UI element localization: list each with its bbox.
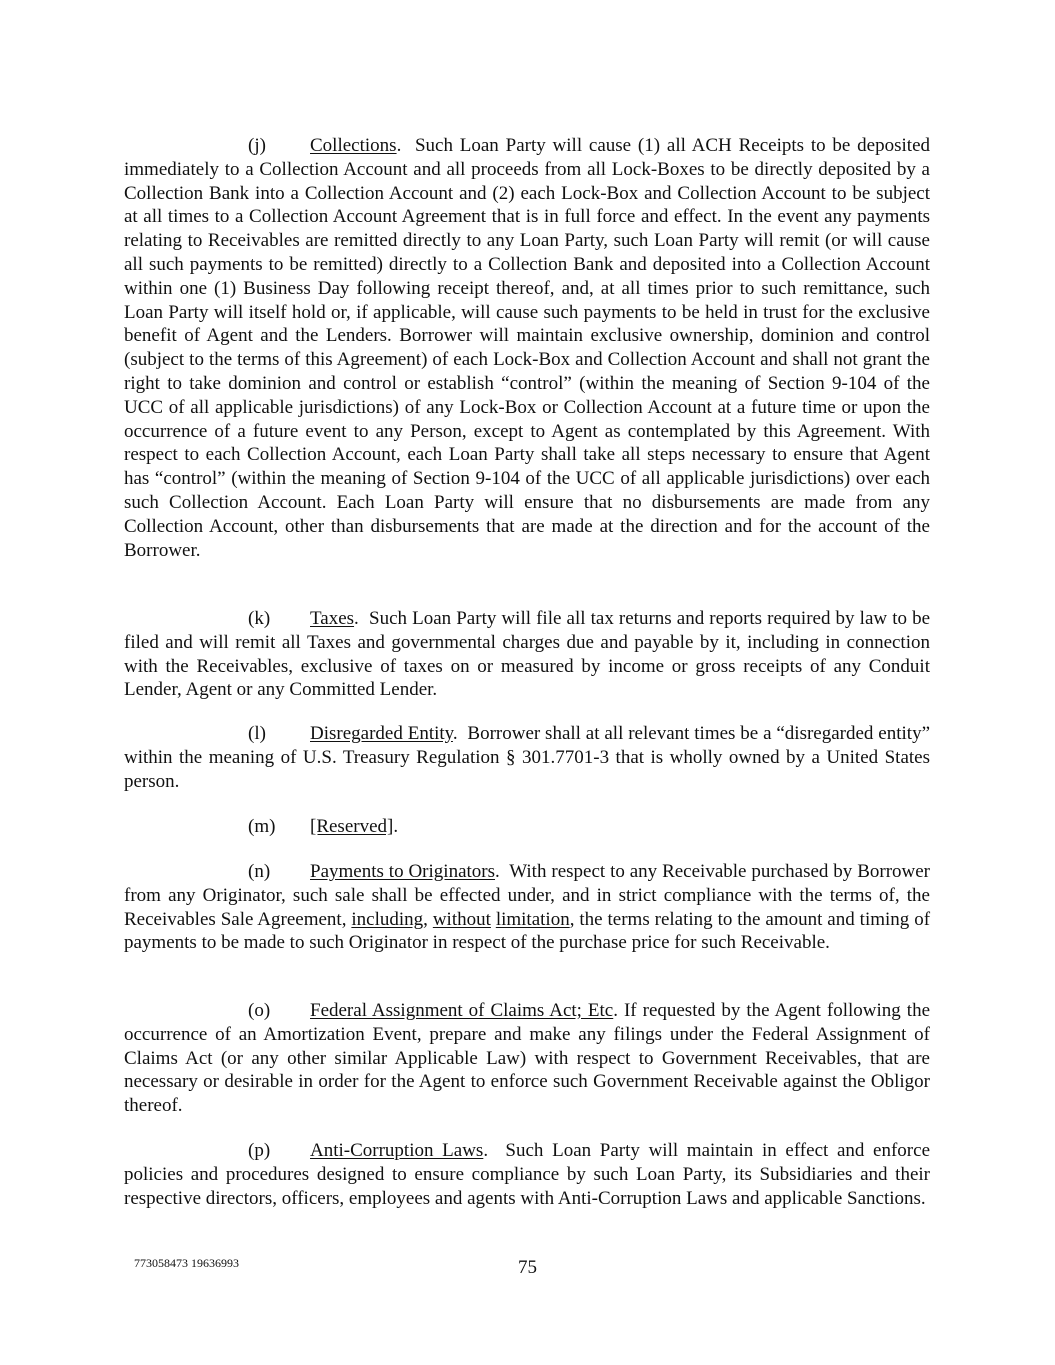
section-k-heading-punct: . (354, 608, 369, 629)
section-p-heading-punct: . (483, 1140, 506, 1161)
section-l-heading: Disregarded Entity (310, 723, 453, 744)
page-number: 75 (518, 1257, 537, 1278)
section-n-comma: , (423, 908, 433, 930)
section-k-paragraph (124, 607, 930, 702)
section-o-marker: (o) (248, 1000, 271, 1021)
section-j-heading: Collections (310, 135, 397, 156)
section-j-marker: (j) (248, 135, 266, 156)
section-l-body: Borrower shall at all relevant times be a “disregarded entity” within the meaning of U.S. Treasury Regulation § 301.7701-3 that is wholly owned by a United States person. (124, 723, 930, 792)
section-m-marker: (m) (248, 816, 276, 837)
section-o-heading-punct: . (613, 1000, 624, 1021)
section-o-heading: Federal Assignment of Claims Act; Etc (310, 1000, 614, 1021)
section-p-marker: (p) (248, 1140, 271, 1161)
section-n-marker: (n) (248, 861, 271, 882)
section-p-body: Such Loan Party will maintain in effect and enforce policies and procedures designed to ensure compliance by such Loan Party, its Subsidiaries and their respective directors, officers, employees and agents with Anti-Corruption Laws and applicable Sanctions. (124, 1140, 931, 1209)
section-l-heading-punct: . (452, 723, 468, 744)
section-o-body: If requested by the Agent following the occurrence of an Amortization Event, prepare and make any filings under the Federal Assignment of Claims Act (or any other similar Applicable Law) with respect to Government Receivables, that are necessary or desirable in order for the Agent to enforce such Government Receivable against the Obligor thereof. (124, 1000, 930, 1117)
section-n-body-after: , the terms relating to the amount and timing of payments to be made to such Originator in respect of the purchase price for such Receivable. (124, 908, 931, 954)
section-k-marker: (k) (248, 608, 271, 629)
section-n-including: including (351, 908, 424, 930)
section-j-heading-punct: . (396, 135, 415, 156)
section-j-paragraph (124, 134, 930, 562)
section-m-heading-punct: . (393, 816, 399, 837)
section-p-heading: Anti-Corruption Laws (310, 1140, 484, 1161)
section-k-heading: Taxes (310, 608, 355, 629)
section-n-without: without (432, 908, 491, 930)
section-n-limitation: limitation (495, 908, 570, 930)
section-l-paragraph (124, 722, 930, 793)
section-n-body-before: With respect to any Receivable purchased by Borrower from any Originator, such sale shall be effected under, and in strict compliance with the terms of, the Receivables Sale Agreement, (124, 861, 931, 930)
section-l-marker: (l) (248, 723, 266, 744)
section-j-body: Such Loan Party will cause (1) all ACH Receipts to be deposited immediately to a Collection Account and all proceeds from all Lock-Boxes to be directly deposited by a Collection Bank into a Collection Account and (2) each Lock-Box and Collection Account to be subject at all times to a Collection Account Agreement that is in full force and effect. In the event any payments relating to Receivables are remitted directly to any Loan Party, such Loan Party will remit (or will cause all such payments to be remitted) directly to a Collection Bank and deposited into a Collection Account within one (1) Business Day following receipt thereof, and, at all times prior to such remittance, such Loan Party will itself hold or, if applicable, will cause such payments to be held in trust for the exclusive benefit of Agent and the Lenders. Borrower will maintain exclusive ownership, dominion and control (subject to the terms of this Agreement) of each Lock-Box and Collection Account and shall not grant the right to take dominion and control or establish “control” (within the meaning of Section 9-104 of the UCC of all applicable jurisdictions) of any Lock-Box or Collection Account at a future time or upon the occurrence of a future event to any Person, except to Agent as contemplated by this Agreement. With respect to each Collection Account, each Loan Party shall take all steps necessary to ensure that Agent has “control” (within the meaning of Section 9-104 of the UCC of all applicable jurisdictions) over each such Collection Account. Each Loan Party will ensure that no disbursements are made from any Collection Account, other than disbursements that are made at the direction and for the account of the Borrower. (124, 135, 931, 561)
section-n-heading: Payments to Originators (310, 861, 496, 882)
section-m-heading: [Reserved] (310, 816, 394, 837)
footer-document-id: 773058473 19636993 (134, 1256, 239, 1270)
section-p-paragraph (124, 1139, 930, 1210)
section-n-paragraph (124, 860, 930, 955)
section-k-body: Such Loan Party will file all tax returns and reports required by law to be filed and will remit all Taxes and governmental charges due and payable by it, including in connection with the Receivables, exclusive of taxes on or measured by income or gross receipts of any Conduit Lender, Agent or any Committed Lender. (124, 608, 931, 701)
section-m-paragraph (124, 815, 930, 839)
section-n-heading-punct: . (495, 861, 510, 882)
section-o-paragraph (124, 999, 930, 1118)
